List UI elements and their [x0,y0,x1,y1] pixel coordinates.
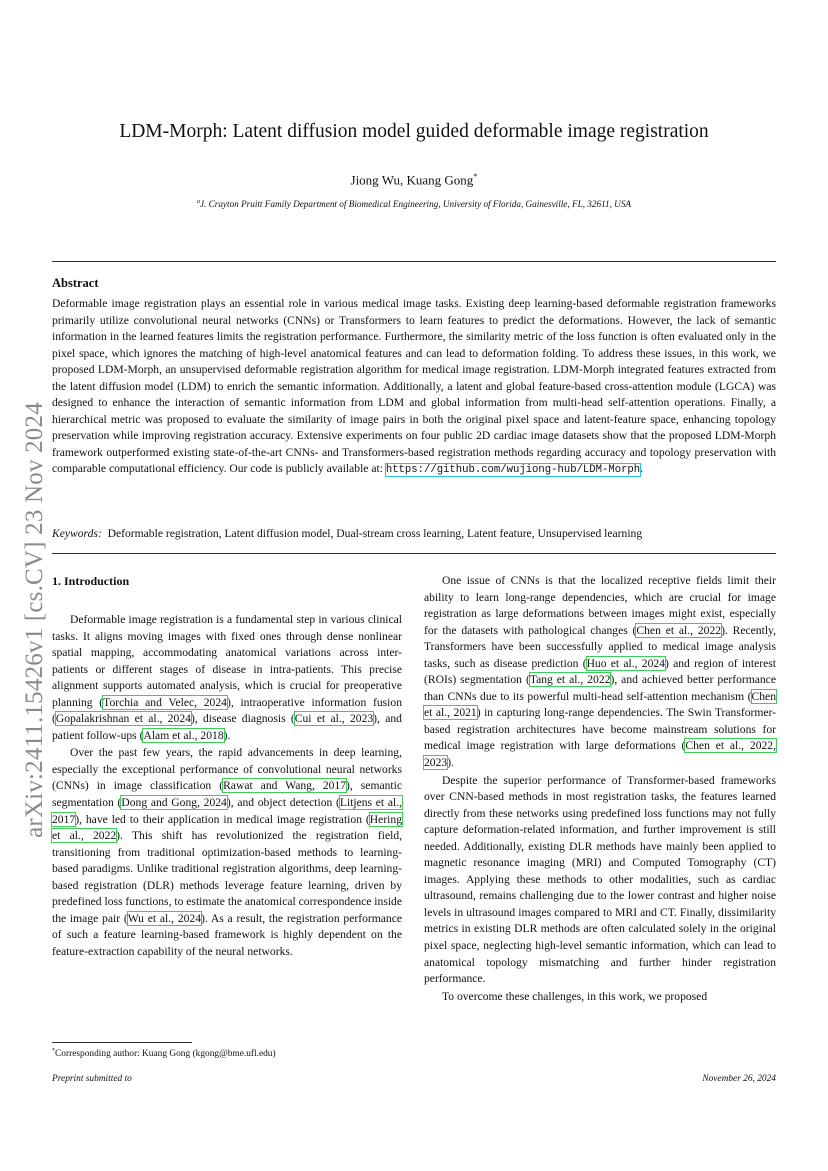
text-run: ). This shift has revolutionized the registration field, transitioning from traditional optimization-based methods to learning-based paradigms. Unlike traditional registration algorithms, deep learning-based registration (DLR) methods leverage feature learning, driven by predefined loss functions, to estimate the anatomical correspondence inside the image pair ( [52,829,403,925]
text-run: ), intraoperative information fusion ( [52,695,402,726]
text-run: ), semantic segmentation ( [52,779,402,810]
citation-link[interactable]: Torchia and Velec, 2024 [103,695,227,709]
intro-paragraph-5: To overcome these challenges, in this work, we proposed [442,989,708,1003]
text-run: ). Recently, Transformers have been successfully applied to medical image analysis tasks, such as disease prediction ( [424,623,776,670]
text-run: ), and patient follow-ups ( [52,712,402,742]
citation-link[interactable]: Tang et al., 2022 [529,673,611,687]
abstract-heading: Abstract [52,276,99,290]
keywords-line [52,527,776,540]
text-run: ). [447,756,454,770]
text-run: ). As a result, the registration performance of such a feature learning-based framework is highly dependent on the feature-extraction capability of the neural networks. [52,911,402,958]
text-run: ), and object detection ( [226,796,340,810]
text-run: ), and achieved better performance than CNNs due to its powerful multi-head self-attention mechanism ( [424,673,776,703]
text-run: ) and region of interest (ROIs) segmentation ( [424,656,776,687]
citation-link[interactable]: Huo et al., 2024 [586,656,665,670]
corresponding-mark: * [473,171,478,181]
section-heading: 1. Introduction [52,574,130,588]
intro-paragraph-1 [52,612,402,744]
abstract-end: . [640,462,644,476]
code-link[interactable]: https://github.com/wujiong-hub/LDM-Morph [385,464,641,477]
intro-paragraph-4: Despite the superior performance of Transformer-based frameworks over CNN-based methods in most registration tasks, the features learned directly from these networks using predefined loss functions may not fully capture deformation-related information, and further improvement is still needed. Additionally, existing DLR methods have mainly been applied to magnetic resonance imaging (MRI) and Computed Tomography (CT) images. Applying these methods to other modalities, such as cardiac ultrasound, remains challenging due to the lower contrast and higher noise levels in ultrasound images compared to MRI and CT. Finally, dissimilarity metrics in existing DLR methods are often calculated solely in the original pixel space, neglecting high-level semantic information, which can lead to anatomical topology mismatching and further hinder registration performance. [424,773,776,986]
abstract-text: Deformable image registration plays an essential role in various medical image tasks. Existing deep learning-based deformable registration frameworks primarily utilize convolutional neural networks (CNNs) or Transformers to learn features to predict the deformations. However, the lack of semantic information in the learned features limits the registration performance. Furthermore, the similarity metric of the loss function is often evaluated only in the pixel space, which ignores the matching of high-level anatomical features and can lead to deformation folding. To address these issues, in this work, we proposed LDM-Morph, an unsupervised deformable registration algorithm for medical image registration. LDM-Morph integrated features extracted from the latent diffusion model (LDM) to enrich the semantic information. Additionally, a latent and global feature-based cross-attention module (LGCA) was designed to enhance the interaction of semantic information from LDM and global information from multi-head self-attention operations. Finally, a hierarchical metric was proposed to evaluate the similarity of image pairs in both the original pixel space and latent-feature space, enhancing topology preservation while improving registration accuracy. Extensive experiments on four public 2D cardiac image datasets show that the proposed LDM-Morph framework outperformed existing state-of-the-art CNNs- and Transformers-based registration methods regarding accuracy and topology preservation with comparable computational efficiency. Our code is publicly available at: [52,297,776,476]
citation-link[interactable]: Litjens et al., 2017 [52,796,402,826]
authors: Jiong Wu, Kuang Gong [350,172,474,188]
intro-paragraph-3 [424,573,776,772]
intro-paragraph-2 [52,745,402,960]
citation-link[interactable]: Chen et al., 2021 [424,689,776,720]
abstract-body [52,296,776,479]
citation-link[interactable]: Dong and Gong, 2024 [121,796,227,810]
citation-link[interactable]: Rawat and Wang, 2017 [223,779,347,793]
citation-link[interactable]: Chen et al., 2022, 2023 [424,739,776,770]
arxiv-stamp-text: arXiv:2411.15426v1 [cs.CV] 23 Nov 2024 [21,402,48,838]
affiliation: J. Crayton Pruitt Family Department of Biomedical Engineering, University of Florida, Gainesville, FL, 32611, USA [199,199,632,210]
text-run: ) in capturing long-range dependencies. The Swin Transformer-based registration architectures have become mainstream solutions for medical image registration with large deformations ( [424,706,777,753]
arxiv-stamp [14,340,56,900]
keywords-text: Deformable registration, Latent diffusion model, Dual-stream cross learning, Latent feature, Unsupervised learning [107,527,643,540]
right-column [424,573,776,1005]
affiliation-mark: a [196,199,200,205]
text-run: Over the past few years, the rapid advancements in deep learning, especially the exceptional performance of convolutional neural networks (CNNs) in image classification ( [52,746,402,793]
text-run: One issue of CNNs is that the localized receptive fields limit their ability to learn long-range dependencies, which are crucial for image registration as large deformations between images might exist, especially for the datasets with pathological changes ( [424,574,776,637]
footnote-rule [52,1042,192,1043]
top-rule [52,261,776,262]
footnote [52,1048,276,1059]
abstract-bottom-rule [52,553,776,554]
keywords-label: Keywords: [52,527,102,540]
citation-link[interactable]: Gopalakrishnan et al., 2024 [55,712,191,726]
citation-link[interactable]: Cui et al., 2023 [294,712,374,726]
citation-link[interactable]: Alam et al., 2018 [143,728,224,742]
citation-link[interactable]: Hering et al., 2022 [52,812,402,843]
text-run: ). [223,728,231,742]
author-line [52,171,776,188]
footer-date: November 26, 2024 [702,1074,776,1084]
citation-link[interactable]: Chen et al., 2022 [636,623,722,637]
text-run: ), disease diagnosis ( [190,712,295,726]
citation-link[interactable]: Wu et al., 2024 [127,911,202,925]
footnote-text: Corresponding author: Kuang Gong (kgong@bme.ufl.edu) [55,1049,276,1060]
affiliation-line [52,199,776,209]
footer-preprint: Preprint submitted to [52,1074,132,1084]
left-column [52,612,402,960]
footnote-mark: * [52,1048,56,1054]
text-run: Deformable image registration is a fundamental step in various clinical tasks. It aligns moving images with fixed ones through dense nonlinear spatial mapping, accommodating anatomical variations across inter-patients or different stages of disease in intra-patients. This precise alignment supports automated analysis, which is crucial for preoperative planning ( [52,613,402,709]
paper-title: LDM-Morph: Latent diffusion model guided deformable image registration [119,121,709,142]
text-run: ), have led to their application in medical image registration ( [75,812,370,826]
